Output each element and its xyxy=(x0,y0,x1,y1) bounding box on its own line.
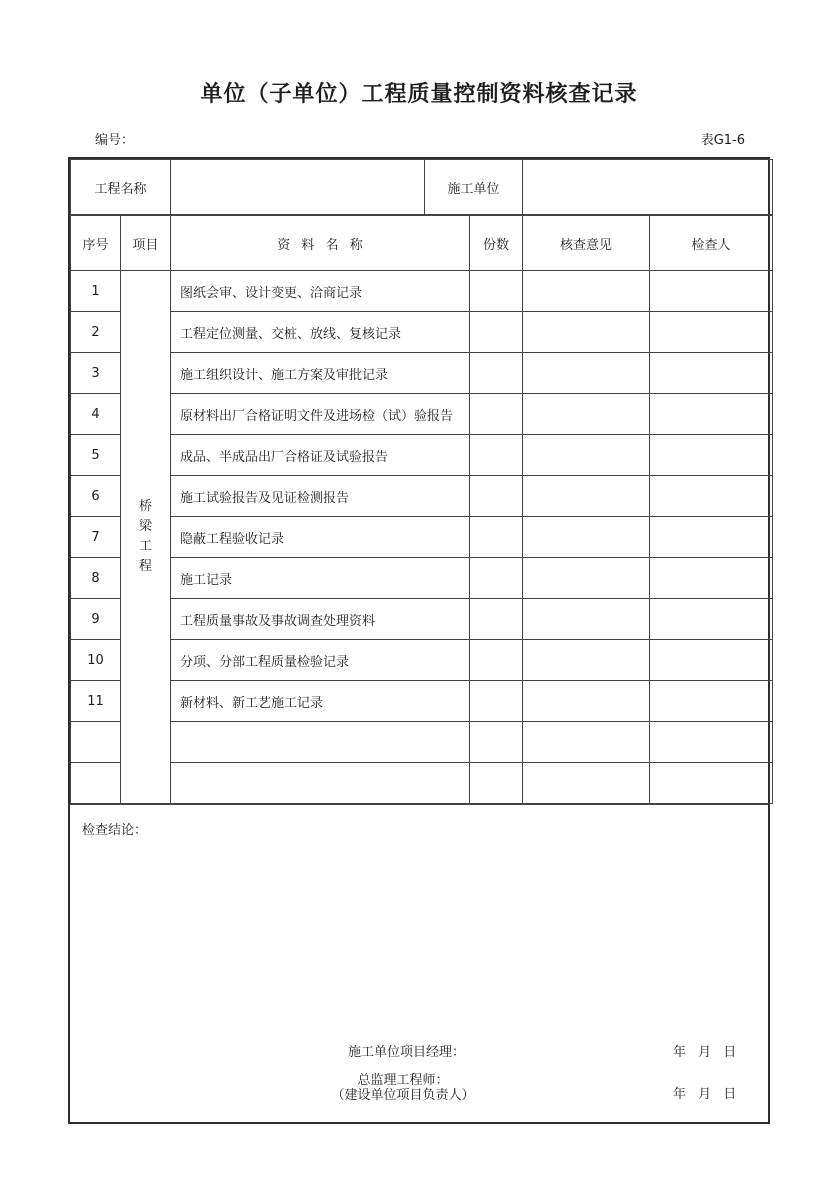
table-row xyxy=(71,722,773,763)
table-row xyxy=(71,640,773,681)
project-group-vertical-text: 桥梁工程 xyxy=(138,498,152,575)
col-header-no: 序号 xyxy=(71,216,121,271)
checklist-table xyxy=(70,215,773,804)
inspector-cell xyxy=(650,558,773,599)
table-row xyxy=(71,599,773,640)
col-header-inspector: 检查人 xyxy=(650,216,773,271)
material-name: 分项、分部工程质量检验记录 xyxy=(171,640,470,681)
col-header-material-name: 资 料 名 称 xyxy=(171,216,470,271)
copies-cell xyxy=(470,681,523,722)
material-name xyxy=(171,722,470,763)
opinion-cell xyxy=(523,353,650,394)
contractor-manager-date: 年 月 日 xyxy=(673,1045,737,1060)
inspector-cell xyxy=(650,435,773,476)
opinion-cell xyxy=(523,640,650,681)
inspector-cell xyxy=(650,722,773,763)
opinion-cell xyxy=(523,722,650,763)
row-no: 1 xyxy=(71,271,121,312)
table-row xyxy=(71,312,773,353)
copies-cell xyxy=(470,640,523,681)
project-name-value xyxy=(171,160,425,215)
copies-cell xyxy=(470,435,523,476)
row-no: 6 xyxy=(71,476,121,517)
supervising-engineer-label: 总监理工程师： xyxy=(357,1073,449,1088)
copies-cell xyxy=(470,271,523,312)
contractor-value xyxy=(523,160,773,215)
row-no: 7 xyxy=(71,517,121,558)
material-name: 工程质量事故及事故调查处理资料 xyxy=(171,599,470,640)
table-row xyxy=(71,353,773,394)
row-no: 10 xyxy=(71,640,121,681)
opinion-cell xyxy=(523,394,650,435)
inspector-cell xyxy=(650,394,773,435)
project-name-label: 工程名称 xyxy=(71,160,171,215)
row-no xyxy=(71,763,121,804)
copies-cell xyxy=(470,312,523,353)
table-row xyxy=(71,271,773,312)
page-title: 单位（子单位）工程质量控制资料核查记录 xyxy=(200,82,638,107)
inspector-cell xyxy=(650,599,773,640)
material-name: 隐蔽工程验收记录 xyxy=(171,517,470,558)
copies-cell xyxy=(470,517,523,558)
opinion-cell xyxy=(523,681,650,722)
form-code: 表G1-6 xyxy=(700,133,745,148)
copies-cell xyxy=(470,476,523,517)
row-no xyxy=(71,722,121,763)
conclusion-label: 检查结论： xyxy=(82,823,148,838)
material-name: 施工组织设计、施工方案及审批记录 xyxy=(171,353,470,394)
table-row xyxy=(71,435,773,476)
row-no: 3 xyxy=(71,353,121,394)
inspector-cell xyxy=(650,640,773,681)
opinion-cell xyxy=(523,271,650,312)
row-no: 4 xyxy=(71,394,121,435)
inspector-cell xyxy=(650,353,773,394)
opinion-cell xyxy=(523,558,650,599)
col-header-copies: 份数 xyxy=(470,216,523,271)
table-row xyxy=(71,394,773,435)
form-table xyxy=(68,157,770,1124)
inspector-cell xyxy=(650,312,773,353)
col-header-item: 项目 xyxy=(121,216,171,271)
copies-cell xyxy=(470,558,523,599)
table-row xyxy=(71,558,773,599)
contractor-label: 施工单位 xyxy=(425,160,523,215)
opinion-cell xyxy=(523,517,650,558)
header-row xyxy=(71,216,773,271)
material-name: 原材料出厂合格证明文件及进场检（试）验报告 xyxy=(171,394,470,435)
opinion-cell xyxy=(523,476,650,517)
material-name: 成品、半成品出厂合格证及试验报告 xyxy=(171,435,470,476)
info-table xyxy=(70,159,773,215)
row-no: 2 xyxy=(71,312,121,353)
table-row xyxy=(71,681,773,722)
owner-representative-sublabel: （建设单位项目负责人） xyxy=(331,1088,475,1103)
copies-cell xyxy=(470,599,523,640)
copies-cell xyxy=(470,353,523,394)
opinion-cell xyxy=(523,435,650,476)
inspector-cell xyxy=(650,476,773,517)
copies-cell xyxy=(470,763,523,804)
row-no: 8 xyxy=(71,558,121,599)
inspector-cell xyxy=(650,681,773,722)
meta-row xyxy=(68,132,770,149)
opinion-cell xyxy=(523,599,650,640)
row-no: 9 xyxy=(71,599,121,640)
material-name: 工程定位测量、交桩、放线、复核记录 xyxy=(171,312,470,353)
serial-number-label: 编号： xyxy=(95,133,135,148)
material-name: 图纸会审、设计变更、洽商记录 xyxy=(171,271,470,312)
supervising-engineer-signature-block xyxy=(270,1073,536,1103)
project-group-cell xyxy=(121,271,171,804)
row-no: 5 xyxy=(71,435,121,476)
material-name: 施工记录 xyxy=(171,558,470,599)
copies-cell xyxy=(470,394,523,435)
supervising-engineer-date: 年 月 日 xyxy=(673,1087,737,1102)
contractor-manager-signature-label: 施工单位项目经理： xyxy=(348,1045,466,1060)
table-row xyxy=(71,476,773,517)
table-row xyxy=(71,517,773,558)
inspector-cell xyxy=(650,517,773,558)
material-name xyxy=(171,763,470,804)
opinion-cell xyxy=(523,763,650,804)
material-name: 新材料、新工艺施工记录 xyxy=(171,681,470,722)
col-header-opinion: 核查意见 xyxy=(523,216,650,271)
material-name: 施工试验报告及见证检测报告 xyxy=(171,476,470,517)
conclusion-section xyxy=(70,804,768,1122)
opinion-cell xyxy=(523,312,650,353)
row-no: 11 xyxy=(71,681,121,722)
table-row xyxy=(71,763,773,804)
copies-cell xyxy=(470,722,523,763)
inspector-cell xyxy=(650,763,773,804)
inspector-cell xyxy=(650,271,773,312)
